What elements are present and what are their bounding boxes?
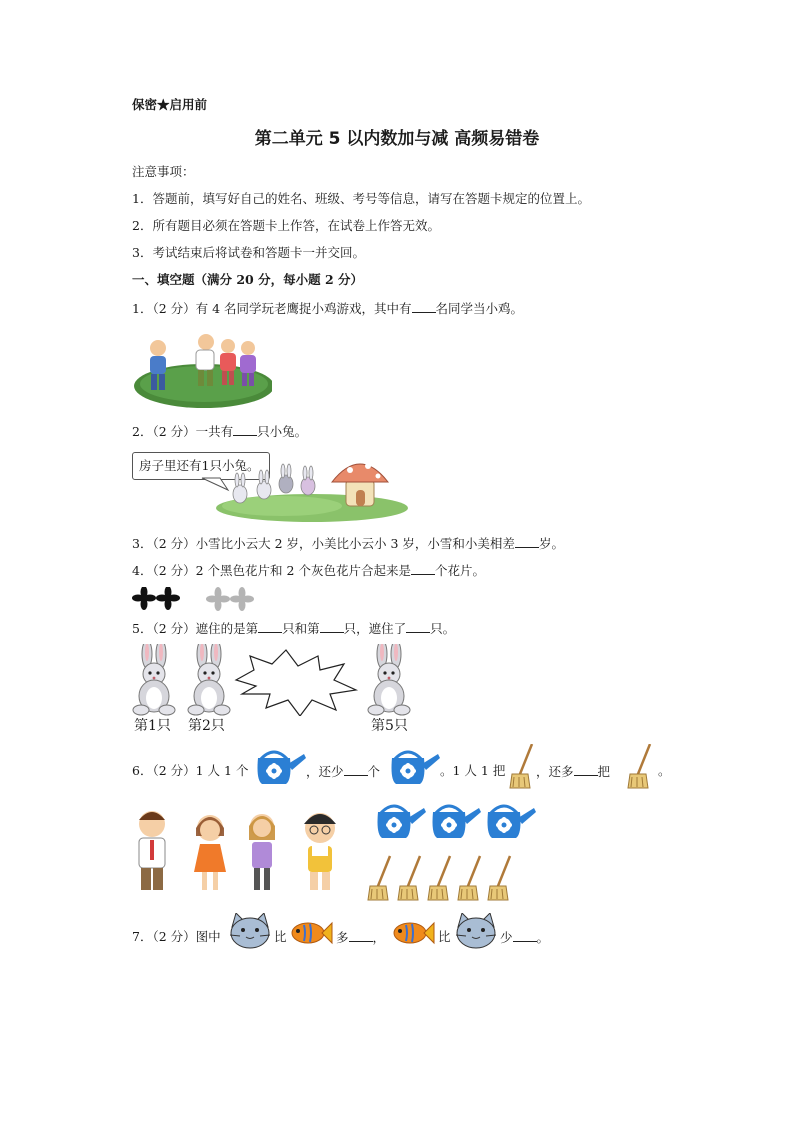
rabbit-icon (188, 644, 230, 715)
watering-can-icon (378, 806, 427, 838)
boy-figure (139, 811, 165, 890)
cat-face-icon (456, 913, 496, 948)
gray-flower-icon (230, 587, 254, 611)
question-text: 只。 (430, 621, 456, 636)
brooms-group (366, 854, 526, 902)
question-text: 只，遮住了 (343, 621, 407, 636)
question-6-part: 。1 人 1 把 (440, 763, 506, 778)
watering-can-icon (258, 752, 307, 784)
broom-icon (398, 856, 420, 900)
question-text: ， (372, 930, 386, 945)
fish-icon (394, 923, 434, 943)
broom-icon (510, 744, 532, 788)
question-text: 3．（2 分）小雪比小云大 2 岁，小美比小云小 3 岁，小雪和小美相差 (132, 536, 515, 551)
broom-icon (628, 744, 650, 788)
rabbit-label: 第5只 (371, 718, 408, 734)
question-text: 。 (536, 930, 550, 945)
question-6-end: 。 (658, 763, 671, 778)
cover-shape (236, 650, 356, 716)
answer-blank[interactable] (412, 299, 436, 313)
rabbit-icon (368, 644, 410, 715)
question-7-part: 比 (274, 929, 287, 944)
answer-blank[interactable] (349, 928, 373, 942)
answer-blank[interactable] (574, 762, 598, 776)
watering-can-icon (392, 752, 441, 784)
rabbit-label: 第2只 (188, 718, 225, 734)
question-text: 岁。 (538, 536, 564, 551)
question-text: 2．（2 分）一共有 (132, 424, 234, 439)
black-flower-icon (156, 587, 180, 610)
gray-flower-icon (206, 587, 230, 611)
children-game-illustration (132, 322, 272, 410)
question-7-part (336, 928, 385, 947)
answer-blank[interactable] (513, 928, 537, 942)
fish-icon (292, 923, 332, 943)
question-text: ，还多 (536, 764, 574, 779)
broom-icon (428, 856, 450, 900)
question-text: ，还少 (306, 764, 344, 779)
question-text: 名同学当小鸡。 (435, 301, 524, 316)
question-6-lead: 6．（2 分）1 人 1 个 (132, 763, 249, 778)
children-group (128, 802, 358, 898)
question-text: 多 (336, 930, 349, 945)
question-6-part (306, 762, 380, 781)
notice-item: 1．答题前，填写好自己的姓名、班级、考号等信息，请写在答题卡规定的位置上。 (132, 191, 590, 206)
question-1 (132, 299, 523, 318)
black-flower-icon (132, 587, 156, 610)
question-text: 5．（2 分）遮住的是第 (132, 621, 259, 636)
question-7-part (500, 928, 549, 947)
watering-cans-group (372, 800, 536, 840)
answer-blank[interactable] (233, 422, 257, 436)
boy-glasses-figure (304, 813, 336, 890)
section-heading: 一、填空题（满分 20 分，每小题 2 分） (132, 272, 364, 287)
question-3 (132, 534, 564, 553)
answer-blank[interactable] (406, 619, 430, 633)
bubble-text: 房子里还有1只小兔。 (139, 458, 260, 473)
answer-blank[interactable] (258, 619, 282, 633)
girl-figure (194, 815, 226, 890)
notice-item: 3．考试结束后将试卷和答题卡一并交回。 (132, 245, 365, 260)
flower-chips (132, 587, 262, 611)
watering-can-icon (488, 806, 537, 838)
answer-blank[interactable] (320, 619, 344, 633)
question-7-part: 比 (438, 929, 451, 944)
question-text: 个 (367, 764, 381, 779)
broom-icon (488, 856, 510, 900)
question-text: 4．（2 分）2 个黑色花片和 2 个灰色花片合起来是 (132, 563, 411, 578)
secret-label: 保密★启用前 (132, 97, 208, 112)
question-6-part (536, 762, 610, 781)
question-text: 1．（2 分）有 4 名同学玩老鹰捉小鸡游戏，其中有 (132, 301, 412, 316)
rabbit-label: 第1只 (134, 718, 171, 734)
answer-blank[interactable] (411, 561, 435, 575)
question-text: 个花片。 (434, 563, 485, 578)
page-title: 第二单元 5 以内数加与减 高频易错卷 (254, 129, 540, 149)
answer-blank[interactable] (515, 534, 539, 548)
question-text: 只和第 (282, 621, 320, 636)
question-4 (132, 561, 485, 580)
watering-can-icon (433, 806, 482, 838)
rabbit-house-illustration (132, 450, 408, 522)
broom-icon (368, 856, 390, 900)
question-2 (132, 422, 307, 441)
rabbits-row (130, 644, 420, 716)
question-5 (132, 619, 455, 638)
cat-face-icon (230, 913, 270, 948)
broom-icon (458, 856, 480, 900)
notice-item: 2．所有题目必须在答题卡上作答，在试卷上作答无效。 (132, 218, 440, 233)
question-text: 少 (500, 930, 513, 945)
answer-blank[interactable] (344, 762, 368, 776)
question-text: 只小兔。 (257, 424, 308, 439)
notice-heading: 注意事项： (132, 164, 195, 179)
question-7-lead: 7．（2 分）图中 (132, 929, 221, 944)
question-text: 把 (597, 764, 611, 779)
girl-figure (249, 814, 275, 890)
rabbit-icon (133, 644, 175, 715)
